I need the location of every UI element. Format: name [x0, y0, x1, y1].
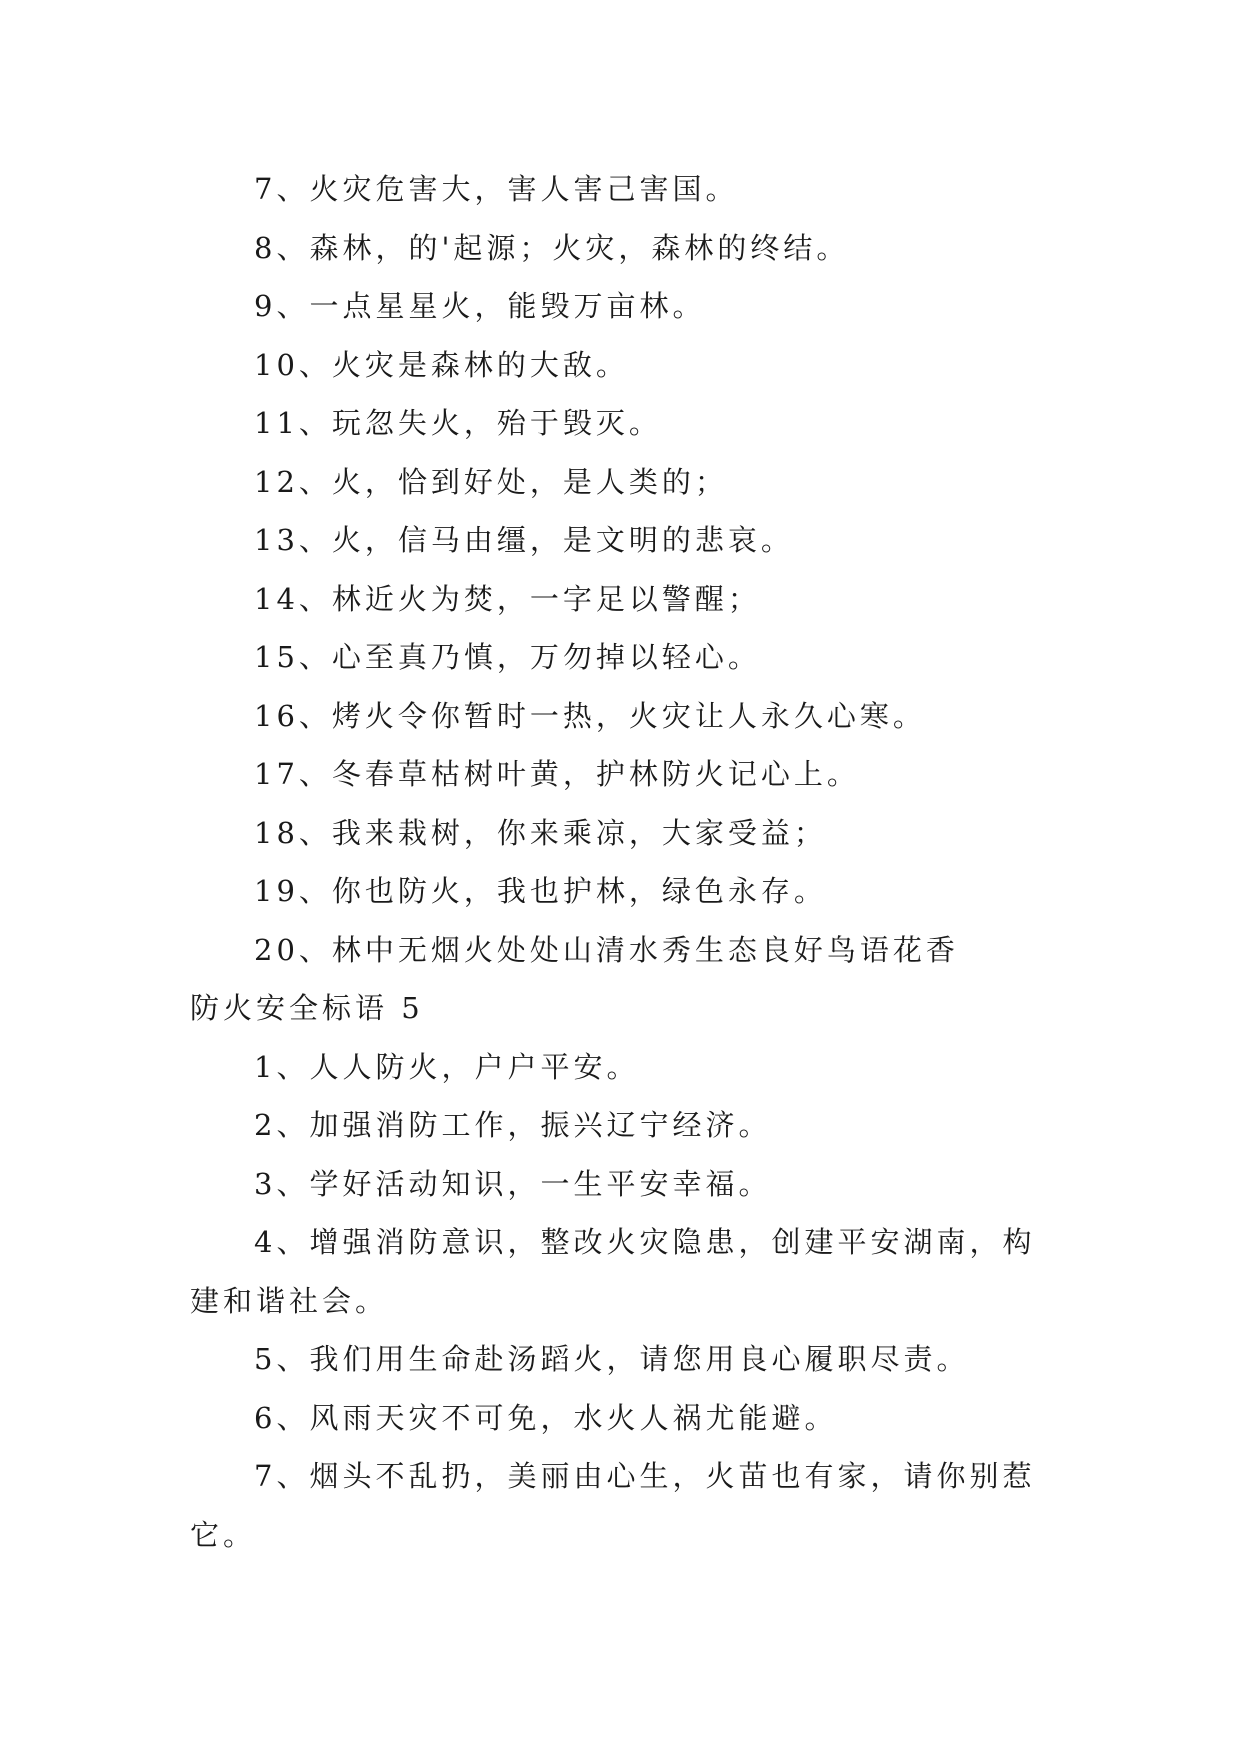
slogan-item: 10、火灾是森林的大敌。 — [254, 347, 629, 382]
slogan-item: 17、冬春草枯树叶黄，护林防火记心上。 — [254, 757, 860, 791]
slogan-item: 1、人人防火，户户平安。 — [254, 1049, 640, 1084]
slogan-item: 15、心至真乃慎，万勿掉以轻心。 — [254, 640, 761, 674]
section-heading: 防火安全标语 5 — [190, 991, 424, 1025]
slogan-item: 2、加强消防工作，振兴辽宁经济。 — [254, 1108, 772, 1142]
slogan-item: 12、火，恰到好处，是人类的； — [254, 464, 728, 499]
slogan-item: 13、火，信马由缰，是文明的悲哀。 — [254, 523, 794, 557]
slogan-item: 7、烟头不乱扔，美丽由心生，火苗也有家，请你别惹它。 — [190, 1459, 1036, 1552]
slogan-item: 18、我来栽树，你来乘凉，大家受益； — [254, 815, 827, 850]
slogan-item: 16、烤火令你暂时一热，火灾让人永久心寒。 — [254, 698, 926, 733]
slogan-item: 4、增强消防意识，整改火灾隐患，创建平安湖南，构建和谐社会。 — [190, 1225, 1036, 1318]
slogan-item: 11、玩忽失火，殆于毁灭。 — [254, 406, 662, 440]
slogan-item: 19、你也防火，我也护林，绿色永存。 — [254, 874, 827, 908]
slogan-item: 9、一点星星火，能毁万亩林。 — [254, 289, 706, 323]
slogan-item: 7、火灾危害大，害人害己害国。 — [254, 172, 739, 206]
slogan-item: 5、我们用生命赴汤蹈火，请您用良心履职尽责。 — [254, 1342, 970, 1376]
slogan-item: 20、林中无烟火处处山清水秀生态良好鸟语花香 — [254, 932, 959, 967]
slogan-item: 8、森林，的'起源；火灾，森林的终结。 — [254, 230, 850, 265]
document-body — [190, 160, 1060, 1564]
slogan-item: 6、风雨天灾不可免，水火人祸尤能避。 — [254, 1400, 838, 1435]
slogan-item: 14、林近火为焚，一字足以警醒； — [254, 581, 761, 616]
slogan-item: 3、学好活动知识，一生平安幸福。 — [254, 1166, 772, 1201]
